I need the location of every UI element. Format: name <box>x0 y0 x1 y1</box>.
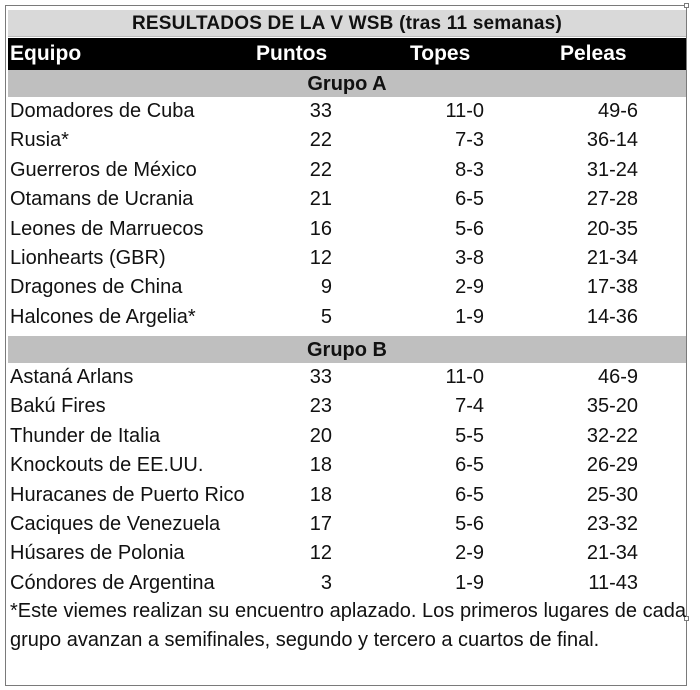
group-a-header: Grupo A <box>8 70 686 97</box>
team-bouts: 2-9 <box>455 276 484 299</box>
team-name: Huracanes de Puerto Rico <box>10 483 245 506</box>
header-fights: Peleas <box>560 42 627 65</box>
header-points: Puntos <box>256 42 328 65</box>
table-row <box>8 451 686 480</box>
team-bouts: 5-5 <box>455 424 484 447</box>
team-points: 3 <box>320 571 332 594</box>
table-row <box>8 481 686 510</box>
team-points: 12 <box>309 247 332 269</box>
table-row <box>8 185 686 214</box>
team-fights: 49-6 <box>597 100 638 122</box>
team-name: Guerreros de México <box>10 158 197 181</box>
table-row <box>8 569 686 598</box>
header-bouts: Topes <box>410 42 471 65</box>
team-bouts: 7-4 <box>455 395 484 418</box>
table-row <box>8 215 686 244</box>
team-name: Otamans de Ucrania <box>10 188 194 211</box>
team-bouts: 7-3 <box>455 129 484 152</box>
table-row <box>8 97 686 126</box>
team-name: Cóndores de Argentina <box>10 571 215 594</box>
footnote: *Este viemes realizan su encuentro aplazado. Los primeros lugares de cada grupo avanzan a semifinales, segundo y tercero a cuartos de final. <box>10 600 686 651</box>
team-name: Leones de Marruecos <box>10 217 204 240</box>
team-name: Thunder de Italia <box>10 424 161 447</box>
team-fights: 27-28 <box>586 188 638 211</box>
table-row <box>8 273 686 302</box>
header-team: Equipo <box>10 42 82 65</box>
team-fights: 11-43 <box>588 571 638 594</box>
team-name: Rusia* <box>10 129 69 152</box>
team-bouts: 1-9 <box>455 571 484 594</box>
team-bouts: 1-9 <box>455 305 484 328</box>
team-points: 12 <box>309 542 332 565</box>
team-points: 5 <box>320 305 332 328</box>
team-bouts: 6-5 <box>455 188 484 211</box>
team-bouts: 11-0 <box>445 366 484 388</box>
table-title: RESULTADOS DE LA V WSB (tras 11 semanas) <box>8 10 686 37</box>
team-fights: 35-20 <box>586 395 638 418</box>
team-name: Dragones de China <box>10 276 183 299</box>
table-row <box>8 156 686 185</box>
team-name: Knockouts de EE.UU. <box>10 454 204 477</box>
team-bouts: 5-6 <box>455 217 484 240</box>
team-name: Caciques de Venezuela <box>10 513 221 535</box>
team-fights: 36-14 <box>586 129 638 152</box>
table-row <box>8 303 686 332</box>
team-bouts: 3-8 <box>455 247 484 269</box>
team-name: Halcones de Argelia* <box>10 305 196 328</box>
team-fights: 17-38 <box>586 276 638 299</box>
team-points: 22 <box>309 158 332 181</box>
team-points: 18 <box>309 454 332 477</box>
team-points: 16 <box>309 217 332 240</box>
team-points: 9 <box>320 276 332 299</box>
team-fights: 25-30 <box>586 483 638 506</box>
team-fights: 31-24 <box>586 158 638 181</box>
team-points: 22 <box>309 129 332 152</box>
team-fights: 23-32 <box>586 513 638 535</box>
team-fights: 26-29 <box>586 454 638 477</box>
table-row <box>8 126 686 155</box>
table-row <box>8 244 686 273</box>
team-points: 21 <box>309 188 332 211</box>
team-name: Domadores de Cuba <box>10 100 195 122</box>
team-fights: 32-22 <box>586 424 638 447</box>
team-name: Astaná Arlans <box>10 366 134 388</box>
table-row <box>8 539 686 568</box>
table-row <box>8 422 686 451</box>
team-fights: 20-35 <box>586 217 638 240</box>
group-b-header: Grupo B <box>8 336 686 363</box>
table-row <box>8 392 686 421</box>
team-name: Húsares de Polonia <box>10 542 185 565</box>
team-name: Lionhearts (GBR) <box>10 247 166 269</box>
team-points: 18 <box>309 483 332 506</box>
table-row <box>8 510 686 539</box>
team-fights: 14-36 <box>586 305 638 328</box>
table-row <box>8 363 686 392</box>
team-fights: 21-34 <box>586 247 638 269</box>
team-points: 23 <box>309 395 332 418</box>
team-points: 33 <box>309 100 332 122</box>
team-bouts: 2-9 <box>455 542 484 565</box>
team-bouts: 8-3 <box>455 158 484 181</box>
team-fights: 46-9 <box>597 366 638 388</box>
team-points: 17 <box>309 513 332 535</box>
team-bouts: 11-0 <box>445 100 484 122</box>
team-bouts: 6-5 <box>455 483 484 506</box>
resize-handle-top-right[interactable] <box>684 3 689 8</box>
team-fights: 21-34 <box>586 542 638 565</box>
table-header-row <box>8 38 686 70</box>
team-points: 20 <box>309 424 332 447</box>
team-name: Bakú Fires <box>10 395 106 418</box>
team-bouts: 6-5 <box>455 454 484 477</box>
team-bouts: 5-6 <box>455 513 484 535</box>
team-points: 33 <box>309 366 332 388</box>
